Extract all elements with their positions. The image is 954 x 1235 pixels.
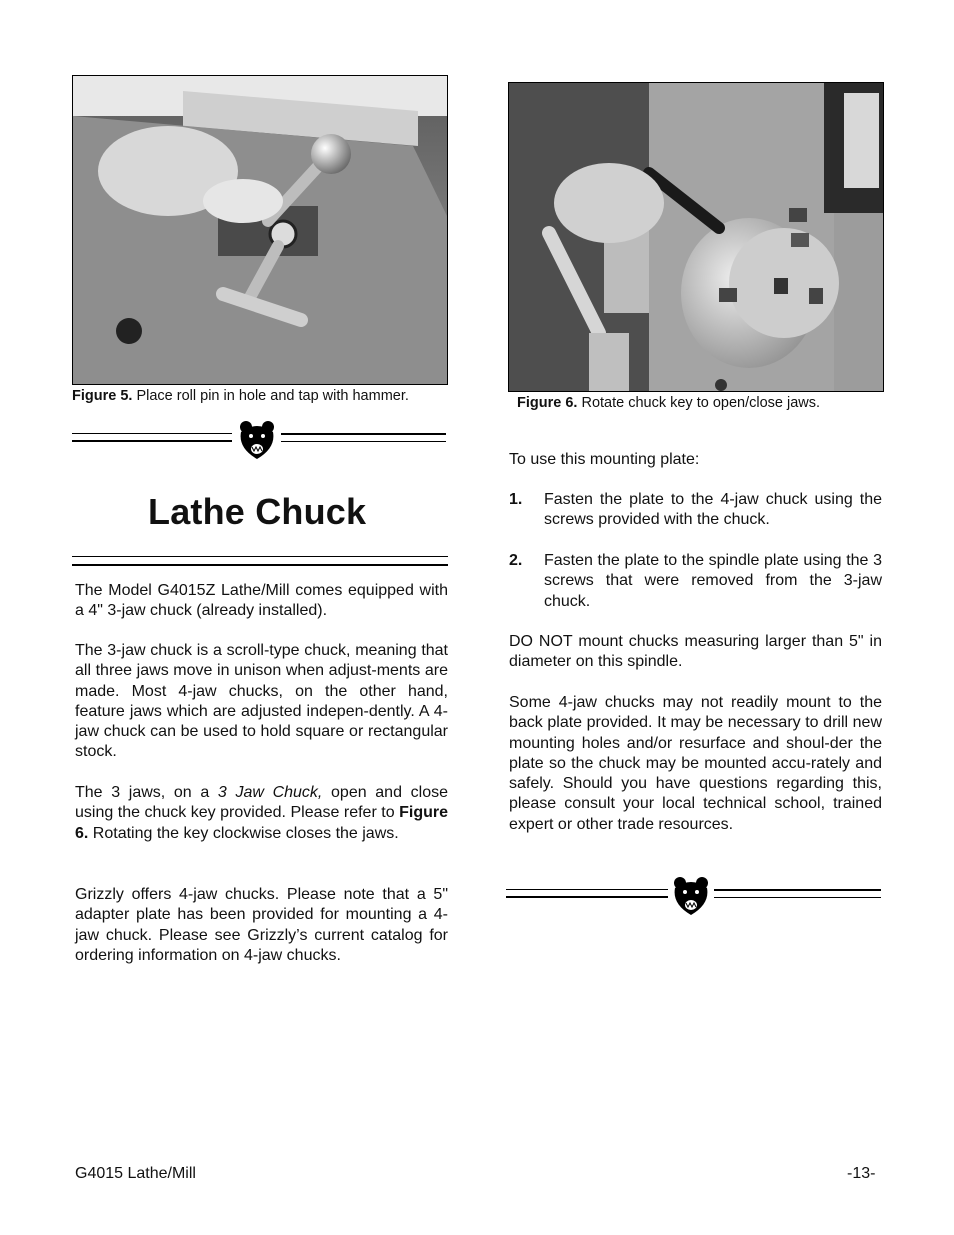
figure-6-photo xyxy=(508,82,884,392)
right-last-paragraph: Some 4-jaw chucks may not readily mount to the back plate provided. It may be necessary to drill new mounting holes and/or resurface and shoul-der the plate so the chuck may be mounted accu-rately and safely. Should you have questions regarding this, please consult your local technical school, trained expert or other trade resources. xyxy=(509,694,882,833)
left-paragraph-2: The 3-jaw chuck is a scroll-type chuck, meaning that all three jaws move in unison when adjust-ments are made. Most 4-jaw chucks, on the other hand, feature jaws which are adjusted indepen-dently. A 4-jaw chuck can be used to hold square or rectangular stock. xyxy=(75,642,448,761)
figure-6-text: Rotate chuck key to open/close jaws. xyxy=(577,395,821,411)
left-paragraph-3 xyxy=(75,783,448,844)
figure-6-caption xyxy=(517,394,820,412)
figure-6-label: Figure 6. xyxy=(517,395,578,411)
section-title: Lathe Chuck xyxy=(148,491,367,532)
step-2-text: Fasten the plate to the spindle plate using the 3 screws that were removed from the 3-jaw chuck. xyxy=(544,552,882,610)
step-2-number: 2. xyxy=(509,552,523,569)
step-1-text: Fasten the plate to the 4-jaw chuck using the screws provided with the chuck. xyxy=(544,491,882,529)
right-warning-paragraph: DO NOT mount chucks measuring larger than 5" in diameter on this spindle. xyxy=(509,633,882,671)
right-divider-rule-thick-left xyxy=(506,896,668,898)
left-divider-rule-thin-left xyxy=(72,433,232,434)
left-paragraph-4: Grizzly offers 4-jaw chucks. Please note that a 5" adapter plate has been provided for mounting a 4-jaw chuck. Please see Grizzly’s current catalog for ordering information on 4-jaw chucks. xyxy=(75,886,448,964)
footer-page-number: -13- xyxy=(847,1165,876,1182)
left-divider-rule-thick-left xyxy=(72,440,232,442)
right-divider-rule-thin-left xyxy=(506,889,668,890)
p3-text-b: open and close using the chuck key provided. Please refer to xyxy=(75,784,448,822)
grizzly-bear-logo-icon xyxy=(238,420,276,460)
figure-5-photo xyxy=(72,75,448,385)
figure-5-label: Figure 5. xyxy=(72,388,133,404)
p3-text-a: The 3 jaws, on a xyxy=(75,784,218,801)
p3-text-c: Rotating the key clockwise closes the jaws. xyxy=(88,824,399,842)
p3-italic: 3 Jaw Chuck, xyxy=(217,784,323,801)
p3-figure-ref: Figure 6. xyxy=(75,804,448,842)
heading-underline-thin xyxy=(72,556,448,557)
left-divider-rule-thin-right xyxy=(281,441,446,442)
step-1-number: 1. xyxy=(509,491,523,508)
left-divider-rule-thick-right xyxy=(281,433,446,435)
figure-5-text: Place roll pin in hole and tap with hammer. xyxy=(132,388,409,404)
left-paragraph-1: The Model G4015Z Lathe/Mill comes equipped with a 4" 3-jaw chuck (already installed). xyxy=(75,582,448,620)
right-intro: To use this mounting plate: xyxy=(509,451,700,468)
footer-title: G4015 Lathe/Mill xyxy=(75,1165,196,1182)
right-divider-rule-thick-right xyxy=(714,889,881,891)
figure-5-caption xyxy=(72,387,409,405)
grizzly-bear-logo-icon xyxy=(672,876,710,916)
right-divider-rule-thin-right xyxy=(714,897,881,898)
heading-underline-thick xyxy=(72,564,448,566)
